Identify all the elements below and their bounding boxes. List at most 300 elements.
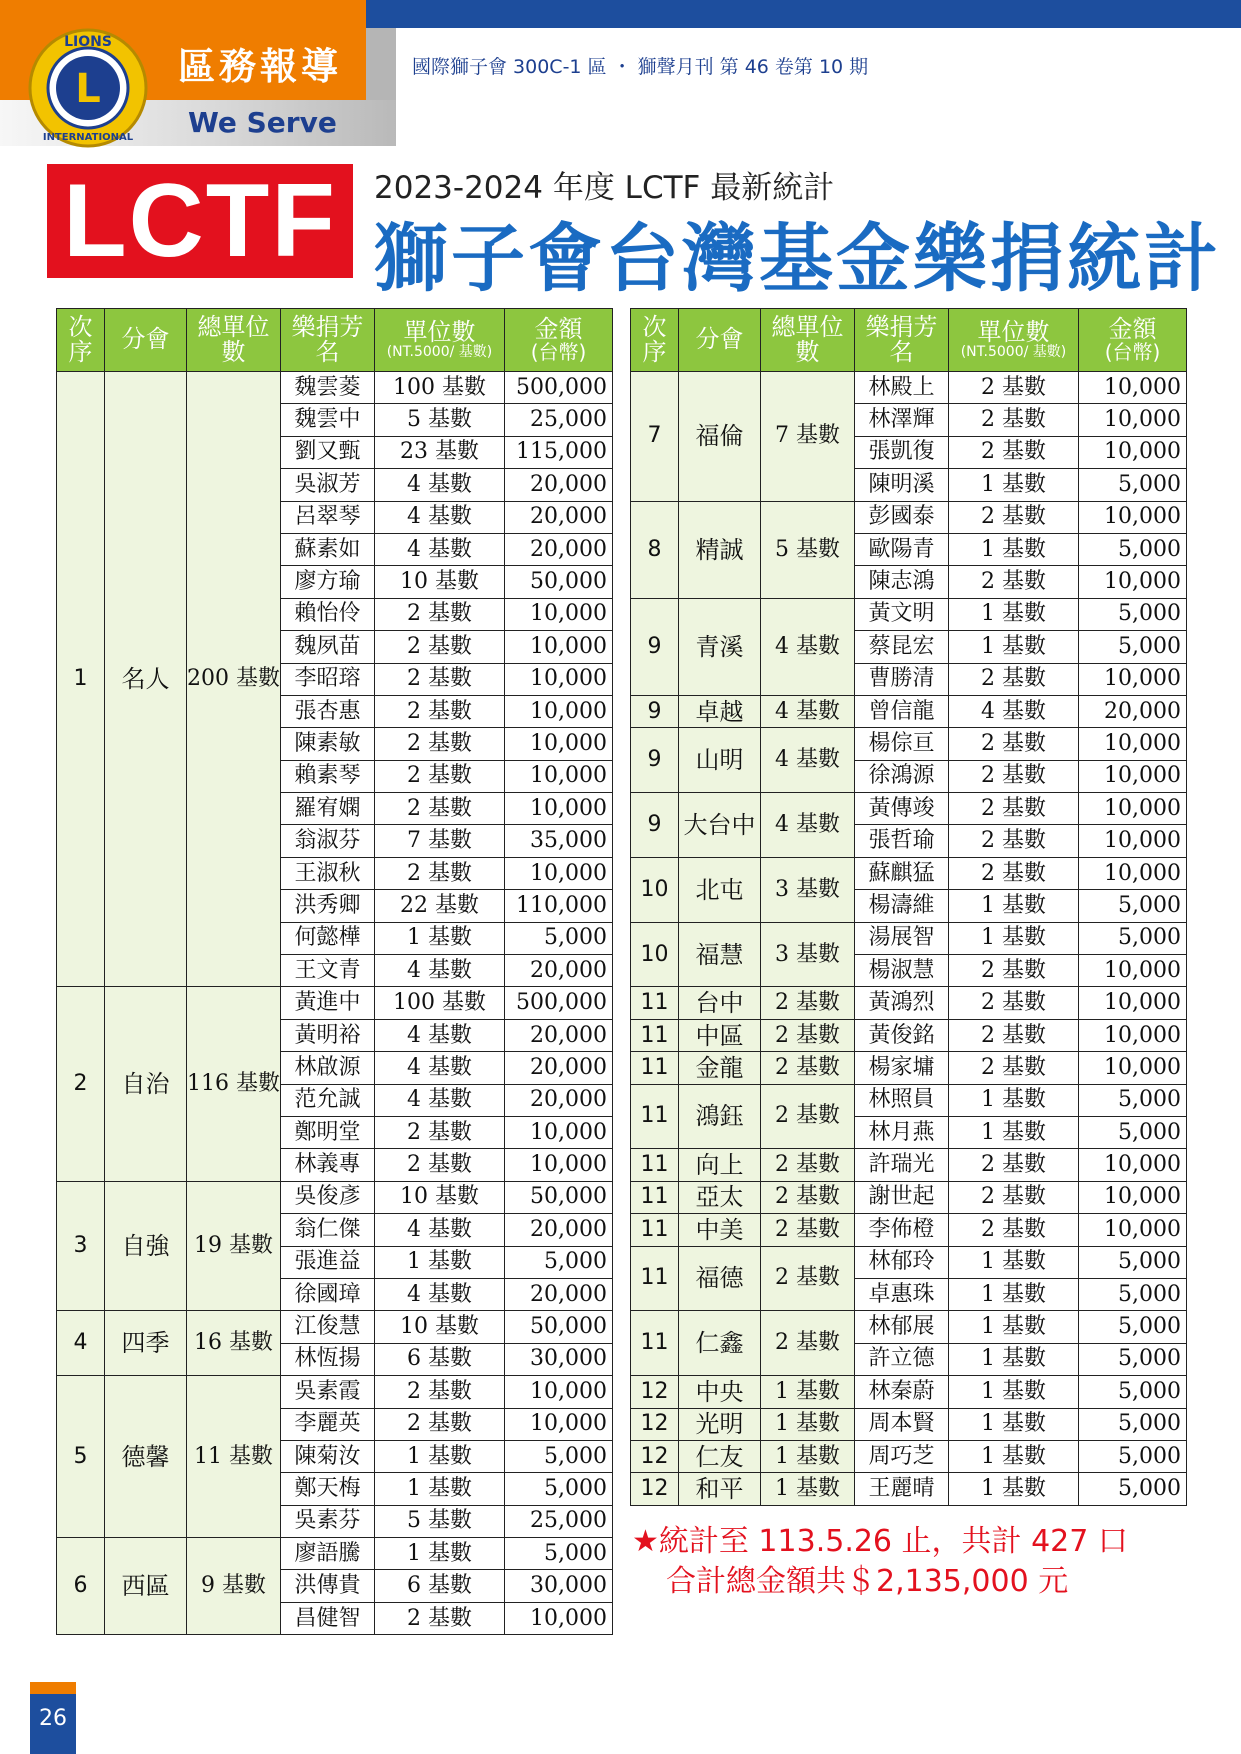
donor-name-cell: 呂翠琴 <box>281 501 375 533</box>
amount-cell: 5,000 <box>1079 1116 1187 1148</box>
total-units-cell: 200 基數 <box>187 372 281 987</box>
amount-cell: 5,000 <box>505 1538 613 1570</box>
donor-name-cell: 吳淑芳 <box>281 469 375 501</box>
total-units-cell: 19 基數 <box>187 1181 281 1311</box>
rank-cell: 11 <box>631 1052 679 1084</box>
amount-cell: 50,000 <box>505 566 613 598</box>
amount-cell: 10,000 <box>1079 1149 1187 1181</box>
table-row <box>631 1408 1187 1440</box>
summary-note <box>632 1522 1128 1602</box>
donor-name-cell: 黃俊銘 <box>855 1019 949 1051</box>
units-cell: 5 基數 <box>375 1505 505 1537</box>
club-cell: 青溪 <box>679 598 761 695</box>
donor-name-cell: 洪傳貴 <box>281 1570 375 1602</box>
amount-cell: 10,000 <box>505 631 613 663</box>
club-cell: 台中 <box>679 987 761 1019</box>
units-cell: 7 基數 <box>375 825 505 857</box>
table-body-right <box>631 372 1187 1506</box>
donor-name-cell: 許瑞光 <box>855 1149 949 1181</box>
units-cell: 2 基數 <box>375 1376 505 1408</box>
amount-cell: 5,000 <box>1079 1440 1187 1472</box>
donor-name-cell: 蘇素如 <box>281 533 375 565</box>
donor-name-cell: 何懿樺 <box>281 922 375 954</box>
rank-cell: 8 <box>631 501 679 598</box>
donor-name-cell: 蔡昆宏 <box>855 631 949 663</box>
units-cell: 2 基數 <box>375 663 505 695</box>
total-units-cell: 4 基數 <box>761 793 855 858</box>
donor-name-cell: 吳素芬 <box>281 1505 375 1537</box>
donor-name-cell: 王麗晴 <box>855 1473 949 1505</box>
rank-cell: 11 <box>631 1214 679 1246</box>
units-cell: 4 基數 <box>375 955 505 987</box>
amount-cell: 50,000 <box>505 1181 613 1213</box>
club-cell: 鴻鈺 <box>679 1084 761 1149</box>
donor-name-cell: 楊家墉 <box>855 1052 949 1084</box>
amount-cell: 35,000 <box>505 825 613 857</box>
page-tab-accent <box>30 1682 76 1694</box>
donor-name-cell: 謝世起 <box>855 1181 949 1213</box>
donor-name-cell: 曹勝清 <box>855 663 949 695</box>
units-cell: 1 基數 <box>375 1246 505 1278</box>
amount-cell: 5,000 <box>505 1246 613 1278</box>
total-units-cell: 2 基數 <box>761 1214 855 1246</box>
table-row <box>57 1311 613 1343</box>
total-units-cell: 5 基數 <box>761 501 855 598</box>
units-cell: 2 基數 <box>375 728 505 760</box>
units-cell: 2 基數 <box>375 760 505 792</box>
section-title: 區務報導 <box>178 45 342 88</box>
donor-name-cell: 魏雲中 <box>281 404 375 436</box>
donor-name-cell: 翁仁傑 <box>281 1214 375 1246</box>
total-units-cell: 1 基數 <box>761 1440 855 1472</box>
units-cell: 2 基數 <box>949 987 1079 1019</box>
units-cell: 2 基數 <box>949 1019 1079 1051</box>
amount-cell: 115,000 <box>505 436 613 468</box>
lctf-badge: LCTF <box>47 164 353 278</box>
club-cell: 福慧 <box>679 922 761 987</box>
donor-name-cell: 李昭瑢 <box>281 663 375 695</box>
donor-name-cell: 洪秀卿 <box>281 890 375 922</box>
units-cell: 2 基數 <box>375 695 505 727</box>
table-row <box>57 1376 613 1408</box>
units-note: (NT.5000/ 基數) <box>386 344 493 361</box>
donor-name-cell: 魏雲菱 <box>281 372 375 404</box>
donor-name-cell: 林秦蔚 <box>855 1376 949 1408</box>
col-club-header: 分會 <box>679 309 761 372</box>
subtitle: 2023-2024 年度 LCTF 最新統計 <box>374 170 835 206</box>
donor-name-cell: 羅宥嫻 <box>281 793 375 825</box>
rank-cell: 11 <box>631 1084 679 1149</box>
total-units-cell: 9 基數 <box>187 1538 281 1635</box>
table-row <box>631 1311 1187 1343</box>
units-cell: 1 基數 <box>949 1376 1079 1408</box>
amount-cell: 10,000 <box>1079 955 1187 987</box>
units-cell: 10 基數 <box>375 1311 505 1343</box>
amount-cell: 5,000 <box>1079 469 1187 501</box>
club-cell: 北屯 <box>679 857 761 922</box>
donor-name-cell: 林恆揚 <box>281 1343 375 1375</box>
club-cell: 福倫 <box>679 372 761 502</box>
amount-cell: 10,000 <box>505 663 613 695</box>
magazine-info: 國際獅子會 300C-1 區 ・ 獅聲月刊 第 46 卷第 10 期 <box>412 56 869 78</box>
table-row <box>631 1181 1187 1213</box>
units-cell: 4 基數 <box>949 695 1079 727</box>
table-row <box>631 372 1187 404</box>
amount-cell: 5,000 <box>1079 1408 1187 1440</box>
club-cell: 卓越 <box>679 695 761 727</box>
amount-cell: 5,000 <box>1079 631 1187 663</box>
rank-cell: 11 <box>631 1149 679 1181</box>
rank-cell: 11 <box>631 1311 679 1376</box>
donor-name-cell: 曾信龍 <box>855 695 949 727</box>
amount-note: (台幣) <box>1104 340 1161 365</box>
units-cell: 100 基數 <box>375 372 505 404</box>
units-cell: 1 基數 <box>949 1473 1079 1505</box>
amount-cell: 20,000 <box>505 955 613 987</box>
club-cell: 金龍 <box>679 1052 761 1084</box>
units-cell: 2 基數 <box>949 436 1079 468</box>
table-row <box>631 598 1187 630</box>
amount-cell: 5,000 <box>1079 1311 1187 1343</box>
donor-name-cell: 黃傳竣 <box>855 793 949 825</box>
club-cell: 精誠 <box>679 501 761 598</box>
col-total-header: 總單位數 <box>761 309 855 372</box>
amount-cell: 30,000 <box>505 1570 613 1602</box>
units-label: 單位數 <box>403 318 476 347</box>
units-cell: 6 基數 <box>375 1343 505 1375</box>
amount-cell: 10,000 <box>505 857 613 889</box>
donor-name-cell: 陳明溪 <box>855 469 949 501</box>
table-row <box>631 922 1187 954</box>
amount-cell: 10,000 <box>505 760 613 792</box>
table-row <box>57 987 613 1019</box>
rank-cell: 9 <box>631 728 679 793</box>
amount-cell: 10,000 <box>505 1408 613 1440</box>
donor-name-cell: 劉又甄 <box>281 436 375 468</box>
donor-name-cell: 黃進中 <box>281 987 375 1019</box>
units-cell: 4 基數 <box>375 1084 505 1116</box>
club-cell: 中美 <box>679 1214 761 1246</box>
amount-cell: 10,000 <box>1079 728 1187 760</box>
rank-cell: 10 <box>631 922 679 987</box>
units-cell: 5 基數 <box>375 404 505 436</box>
rank-cell: 1 <box>57 372 105 987</box>
total-units-cell: 2 基數 <box>761 1019 855 1051</box>
amount-cell: 5,000 <box>1079 1084 1187 1116</box>
donor-name-cell: 林郁展 <box>855 1311 949 1343</box>
units-note: (NT.5000/ 基數) <box>960 344 1067 361</box>
summary-line-1: ★統計至 113.5.26 止，共計 427 口 <box>632 1524 1128 1559</box>
rank-cell: 9 <box>631 793 679 858</box>
amount-cell: 10,000 <box>505 793 613 825</box>
amount-cell: 20,000 <box>505 469 613 501</box>
donor-name-cell: 楊淑慧 <box>855 955 949 987</box>
club-cell: 名人 <box>105 372 187 987</box>
header-blue-band <box>366 0 1241 28</box>
amount-cell: 5,000 <box>1079 1473 1187 1505</box>
amount-cell: 5,000 <box>1079 922 1187 954</box>
units-cell: 1 基數 <box>375 1538 505 1570</box>
total-units-cell: 2 基數 <box>761 1149 855 1181</box>
table-row <box>631 1376 1187 1408</box>
rank-cell: 5 <box>57 1376 105 1538</box>
table-row <box>631 695 1187 727</box>
donor-name-cell: 魏夙苗 <box>281 631 375 663</box>
total-units-cell: 2 基數 <box>761 1052 855 1084</box>
donor-name-cell: 林照員 <box>855 1084 949 1116</box>
club-cell: 德馨 <box>105 1376 187 1538</box>
units-cell: 2 基數 <box>949 728 1079 760</box>
donor-name-cell: 陳菊汝 <box>281 1440 375 1472</box>
rank-cell: 12 <box>631 1440 679 1472</box>
donor-name-cell: 林澤輝 <box>855 404 949 436</box>
club-cell: 向上 <box>679 1149 761 1181</box>
club-cell: 光明 <box>679 1408 761 1440</box>
summary-line-2: 合計總金額共＄2,135,000 元 <box>666 1564 1069 1599</box>
units-cell: 2 基數 <box>949 372 1079 404</box>
units-cell: 10 基數 <box>375 1181 505 1213</box>
units-cell: 1 基數 <box>949 1084 1079 1116</box>
units-cell: 2 基數 <box>375 857 505 889</box>
table-row <box>57 372 613 404</box>
amount-cell: 500,000 <box>505 372 613 404</box>
table-row <box>57 1181 613 1213</box>
total-units-cell: 2 基數 <box>761 1311 855 1376</box>
page-number: 26 <box>39 1706 67 1731</box>
amount-cell: 110,000 <box>505 890 613 922</box>
rank-cell: 12 <box>631 1473 679 1505</box>
rank-cell: 12 <box>631 1376 679 1408</box>
amount-cell: 5,000 <box>1079 1376 1187 1408</box>
amount-cell: 5,000 <box>505 1440 613 1472</box>
table-row <box>631 793 1187 825</box>
total-units-cell: 3 基數 <box>761 857 855 922</box>
amount-label: 金額 <box>1108 314 1157 343</box>
units-cell: 2 基數 <box>949 857 1079 889</box>
amount-cell: 25,000 <box>505 404 613 436</box>
units-cell: 2 基數 <box>949 663 1079 695</box>
units-cell: 2 基數 <box>375 1149 505 1181</box>
table-row <box>631 501 1187 533</box>
club-cell: 中央 <box>679 1376 761 1408</box>
units-cell: 1 基數 <box>949 1440 1079 1472</box>
total-units-cell: 4 基數 <box>761 598 855 695</box>
donor-name-cell: 徐鴻源 <box>855 760 949 792</box>
logo-text-bottom: INTERNATIONAL <box>42 132 134 143</box>
donor-name-cell: 林郁玲 <box>855 1246 949 1278</box>
club-cell: 自治 <box>105 987 187 1181</box>
donor-name-cell: 范允誠 <box>281 1084 375 1116</box>
units-label: 單位數 <box>977 318 1050 347</box>
donor-name-cell: 湯展智 <box>855 922 949 954</box>
amount-cell: 25,000 <box>505 1505 613 1537</box>
units-cell: 2 基數 <box>949 955 1079 987</box>
rank-cell: 9 <box>631 598 679 695</box>
units-cell: 1 基數 <box>949 1408 1079 1440</box>
table-row <box>631 1052 1187 1084</box>
total-units-cell: 2 基數 <box>761 1084 855 1149</box>
donor-name-cell: 昌健智 <box>281 1602 375 1634</box>
table-row <box>631 1440 1187 1472</box>
amount-cell: 10,000 <box>1079 436 1187 468</box>
amount-cell: 10,000 <box>1079 404 1187 436</box>
col-club-header: 分會 <box>105 309 187 372</box>
units-cell: 4 基數 <box>375 1278 505 1310</box>
amount-cell: 5,000 <box>1079 533 1187 565</box>
donor-name-cell: 張杏惠 <box>281 695 375 727</box>
amount-cell: 20,000 <box>505 1214 613 1246</box>
total-units-cell: 4 基數 <box>761 728 855 793</box>
donor-name-cell: 林月燕 <box>855 1116 949 1148</box>
amount-cell: 10,000 <box>505 728 613 760</box>
rank-cell: 10 <box>631 857 679 922</box>
page-title: 獅子會台灣基金樂捐統計 <box>374 216 1221 302</box>
amount-cell: 500,000 <box>505 987 613 1019</box>
total-units-cell: 1 基數 <box>761 1408 855 1440</box>
amount-cell: 30,000 <box>505 1343 613 1375</box>
rank-cell: 9 <box>631 695 679 727</box>
amount-cell: 5,000 <box>1079 1343 1187 1375</box>
units-cell: 2 基數 <box>949 760 1079 792</box>
units-cell: 23 基數 <box>375 436 505 468</box>
total-units-cell: 3 基數 <box>761 922 855 987</box>
col-donor-header: 樂捐芳名 <box>855 309 949 372</box>
donor-name-cell: 楊倧亘 <box>855 728 949 760</box>
donor-name-cell: 王文青 <box>281 955 375 987</box>
donor-name-cell: 翁淑芬 <box>281 825 375 857</box>
amount-cell: 10,000 <box>505 1376 613 1408</box>
col-rank-header: 次序 <box>57 309 105 372</box>
table-header-row <box>631 309 1187 372</box>
donor-name-cell: 賴怡伶 <box>281 598 375 630</box>
units-cell: 2 基數 <box>375 1116 505 1148</box>
units-cell: 1 基數 <box>949 598 1079 630</box>
table-row <box>631 1149 1187 1181</box>
donor-name-cell: 陳素敏 <box>281 728 375 760</box>
units-cell: 1 基數 <box>949 1246 1079 1278</box>
units-cell: 2 基數 <box>375 631 505 663</box>
club-cell: 和平 <box>679 1473 761 1505</box>
amount-cell: 5,000 <box>1079 598 1187 630</box>
donor-name-cell: 許立德 <box>855 1343 949 1375</box>
amount-cell: 10,000 <box>505 598 613 630</box>
units-cell: 1 基數 <box>949 1311 1079 1343</box>
amount-cell: 10,000 <box>1079 793 1187 825</box>
units-cell: 1 基數 <box>949 1343 1079 1375</box>
table-row <box>631 1019 1187 1051</box>
donor-name-cell: 江俊慧 <box>281 1311 375 1343</box>
col-units-header <box>949 309 1079 372</box>
units-cell: 2 基數 <box>375 1602 505 1634</box>
amount-cell: 10,000 <box>1079 857 1187 889</box>
total-units-cell: 11 基數 <box>187 1376 281 1538</box>
club-cell: 亞太 <box>679 1181 761 1213</box>
rank-cell: 6 <box>57 1538 105 1635</box>
amount-note: (台幣) <box>530 340 587 365</box>
donor-name-cell: 歐陽青 <box>855 533 949 565</box>
amount-cell: 20,000 <box>505 1084 613 1116</box>
amount-cell: 20,000 <box>1079 695 1187 727</box>
amount-cell: 5,000 <box>1079 890 1187 922</box>
units-cell: 2 基數 <box>949 1181 1079 1213</box>
units-cell: 1 基數 <box>375 922 505 954</box>
donor-name-cell: 黃文明 <box>855 598 949 630</box>
donor-name-cell: 張凱復 <box>855 436 949 468</box>
col-units-header <box>375 309 505 372</box>
club-cell: 自強 <box>105 1181 187 1311</box>
rank-cell: 11 <box>631 1181 679 1213</box>
amount-cell: 10,000 <box>1079 663 1187 695</box>
col-amount-header <box>1079 309 1187 372</box>
donor-name-cell: 陳志鴻 <box>855 566 949 598</box>
club-cell: 西區 <box>105 1538 187 1635</box>
units-cell: 1 基數 <box>949 533 1079 565</box>
rank-cell: 11 <box>631 1019 679 1051</box>
total-units-cell: 1 基數 <box>761 1376 855 1408</box>
rank-cell: 4 <box>57 1311 105 1376</box>
units-cell: 1 基數 <box>375 1440 505 1472</box>
units-cell: 2 基數 <box>949 1214 1079 1246</box>
total-units-cell: 4 基數 <box>761 695 855 727</box>
amount-cell: 10,000 <box>1079 760 1187 792</box>
rank-cell: 11 <box>631 1246 679 1311</box>
units-cell: 4 基數 <box>375 1214 505 1246</box>
club-cell: 山明 <box>679 728 761 793</box>
club-cell: 仁鑫 <box>679 1311 761 1376</box>
table-row <box>57 1538 613 1570</box>
units-cell: 2 基數 <box>375 1408 505 1440</box>
amount-cell: 10,000 <box>1079 1181 1187 1213</box>
table-body-left <box>57 372 613 1635</box>
units-cell: 1 基數 <box>949 890 1079 922</box>
amount-cell: 20,000 <box>505 1019 613 1051</box>
amount-cell: 10,000 <box>505 695 613 727</box>
amount-cell: 50,000 <box>505 1311 613 1343</box>
lions-logo <box>26 26 150 150</box>
donor-name-cell: 彭國泰 <box>855 501 949 533</box>
units-cell: 2 基數 <box>375 793 505 825</box>
units-cell: 2 基數 <box>375 598 505 630</box>
motto: We Serve <box>188 106 337 139</box>
club-cell: 四季 <box>105 1311 187 1376</box>
col-amount-header <box>505 309 613 372</box>
amount-cell: 10,000 <box>1079 987 1187 1019</box>
rank-cell: 11 <box>631 987 679 1019</box>
units-cell: 2 基數 <box>949 825 1079 857</box>
units-cell: 1 基數 <box>949 1278 1079 1310</box>
donor-name-cell: 李佈橙 <box>855 1214 949 1246</box>
total-units-cell: 7 基數 <box>761 372 855 502</box>
total-units-cell: 116 基數 <box>187 987 281 1181</box>
amount-cell: 20,000 <box>505 1278 613 1310</box>
donation-table-right <box>630 308 1187 1506</box>
club-cell: 福德 <box>679 1246 761 1311</box>
units-cell: 1 基數 <box>949 1116 1079 1148</box>
amount-cell: 10,000 <box>1079 825 1187 857</box>
col-rank-header: 次序 <box>631 309 679 372</box>
amount-cell: 20,000 <box>505 501 613 533</box>
donor-name-cell: 林啟源 <box>281 1052 375 1084</box>
units-cell: 1 基數 <box>949 922 1079 954</box>
donor-name-cell: 徐國璋 <box>281 1278 375 1310</box>
donor-name-cell: 黃鴻烈 <box>855 987 949 1019</box>
club-cell: 中區 <box>679 1019 761 1051</box>
units-cell: 2 基數 <box>949 1052 1079 1084</box>
units-cell: 1 基數 <box>949 469 1079 501</box>
amount-label: 金額 <box>534 314 583 343</box>
donor-name-cell: 吳素霞 <box>281 1376 375 1408</box>
donor-name-cell: 周本賢 <box>855 1408 949 1440</box>
